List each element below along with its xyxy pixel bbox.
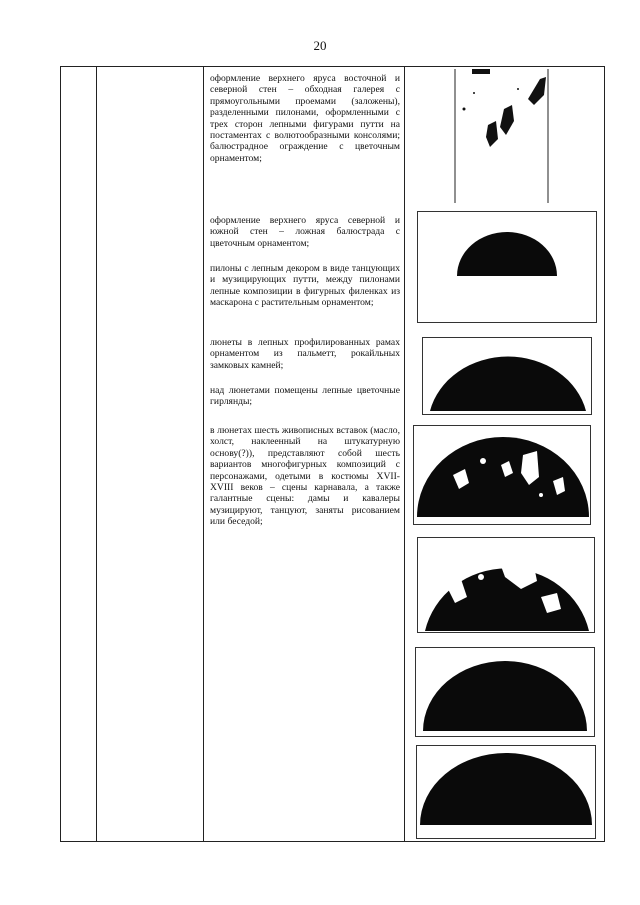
column-divider	[96, 67, 97, 841]
column-divider	[203, 67, 204, 841]
document-table	[60, 66, 605, 842]
lunette-photo	[422, 337, 592, 415]
paragraph-lunettes: люнеты в лепных профилированных рамах орнаментом из пальметт, рокайльных замковых камней;	[210, 337, 400, 371]
paragraph-paintings: в люнетах шесть живописных вставок (масло, холст, наклеенный на штукатурную основу(?)), представляют собой шесть вариантов многофигурных композиций с персонажами, одетыми в костюмы XVII-XVIII веков – сцены карнавала, а также галантные сцены: дамы и кавалеры музицируют, танцуют, заняты рисованием или беседой;	[210, 425, 400, 528]
paragraph-garlands: над люнетами помещены лепные цветочные гирлянды;	[210, 385, 400, 408]
paragraph-false-balustrade: оформление верхнего яруса северной и южной стен – ложная балюстрада с цветочным орнаментом;	[210, 215, 400, 249]
lunette-photo	[416, 745, 596, 839]
paragraph-upper-tier: оформление верхнего яруса восточной и северной стен – обходная галерея с прямоугольными проемами (заложены), разделенными пилонами, оформленными с трех сторон лепными фигурами путти на постаментах с волютообразными консолями; балюстрадное ограждение с цветочным орнаментом;	[210, 73, 400, 164]
page-number: 20	[313, 38, 327, 53]
lunette-photo	[415, 647, 595, 737]
paragraph-pylons: пилоны с лепным декором в виде танцующих и музицирующих путти, между пилонами лепные композиции в фигурных филенках из маскарона с растительным орнаментом;	[210, 263, 400, 309]
painted-lunette-photo	[413, 425, 591, 525]
gallery-photo	[454, 69, 549, 203]
column-divider	[404, 67, 405, 841]
painted-lunette-photo	[417, 537, 595, 633]
balustrade-lunette-photo	[417, 211, 597, 323]
